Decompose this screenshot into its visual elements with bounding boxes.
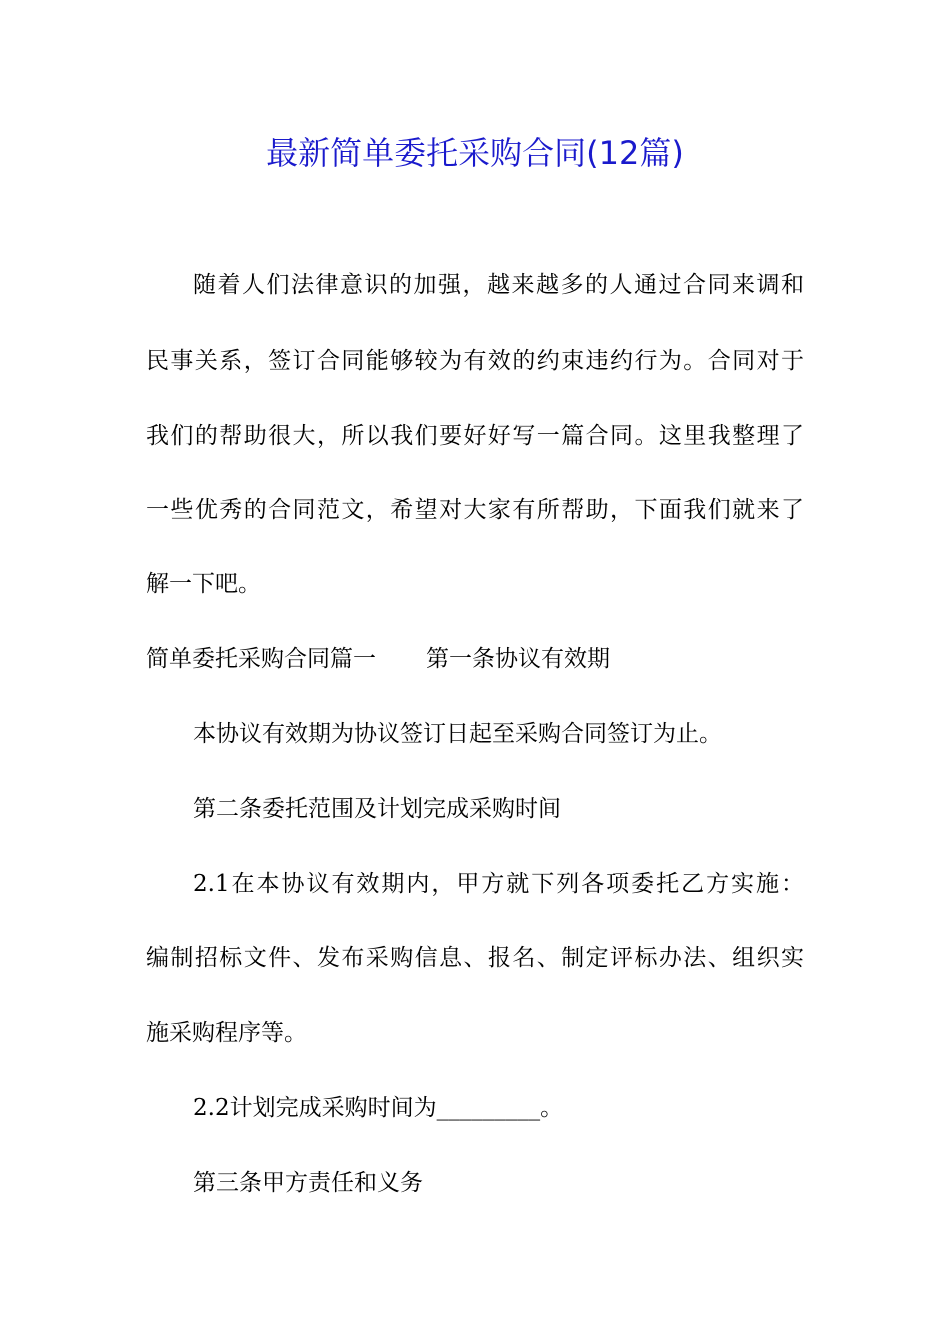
intro-line-3: 我们的帮助很大，所以我们要好好写一篇合同。这里我整理了 bbox=[146, 423, 804, 449]
intro-line-2: 民事关系，签订合同能够较为有效的约束违约行为。合同对于 bbox=[146, 348, 804, 374]
article-2-title: 第二条委托范围及计划完成采购时间 bbox=[193, 796, 561, 822]
document-title: 最新简单委托采购合同(12篇) bbox=[266, 134, 684, 172]
clause-2-2: 2.2计划完成采购时间为_________。 bbox=[193, 1095, 564, 1121]
clause-2-1-line-2: 编制招标文件、发布采购信息、报名、制定评标办法、组织实 bbox=[146, 945, 804, 971]
article-1-title: 第一条协议有效期 bbox=[426, 646, 610, 672]
clause-2-1-line-3: 施采购程序等。 bbox=[146, 1020, 307, 1046]
section-heading-row bbox=[146, 644, 610, 674]
article-3-title: 第三条甲方责任和义务 bbox=[193, 1170, 423, 1196]
clause-2-1-line-1: 2.1在本协议有效期内，甲方就下列各项委托乙方实施： bbox=[193, 871, 804, 897]
section-heading: 简单委托采购合同篇一 bbox=[146, 646, 376, 672]
article-1-body: 本协议有效期为协议签订日起至采购合同签订为止。 bbox=[193, 721, 722, 747]
intro-line-1: 随着人们法律意识的加强，越来越多的人通过合同来调和 bbox=[193, 272, 804, 298]
intro-line-4: 一些优秀的合同范文，希望对大家有所帮助，下面我们就来了 bbox=[146, 497, 804, 523]
intro-line-5: 解一下吧。 bbox=[146, 571, 261, 597]
